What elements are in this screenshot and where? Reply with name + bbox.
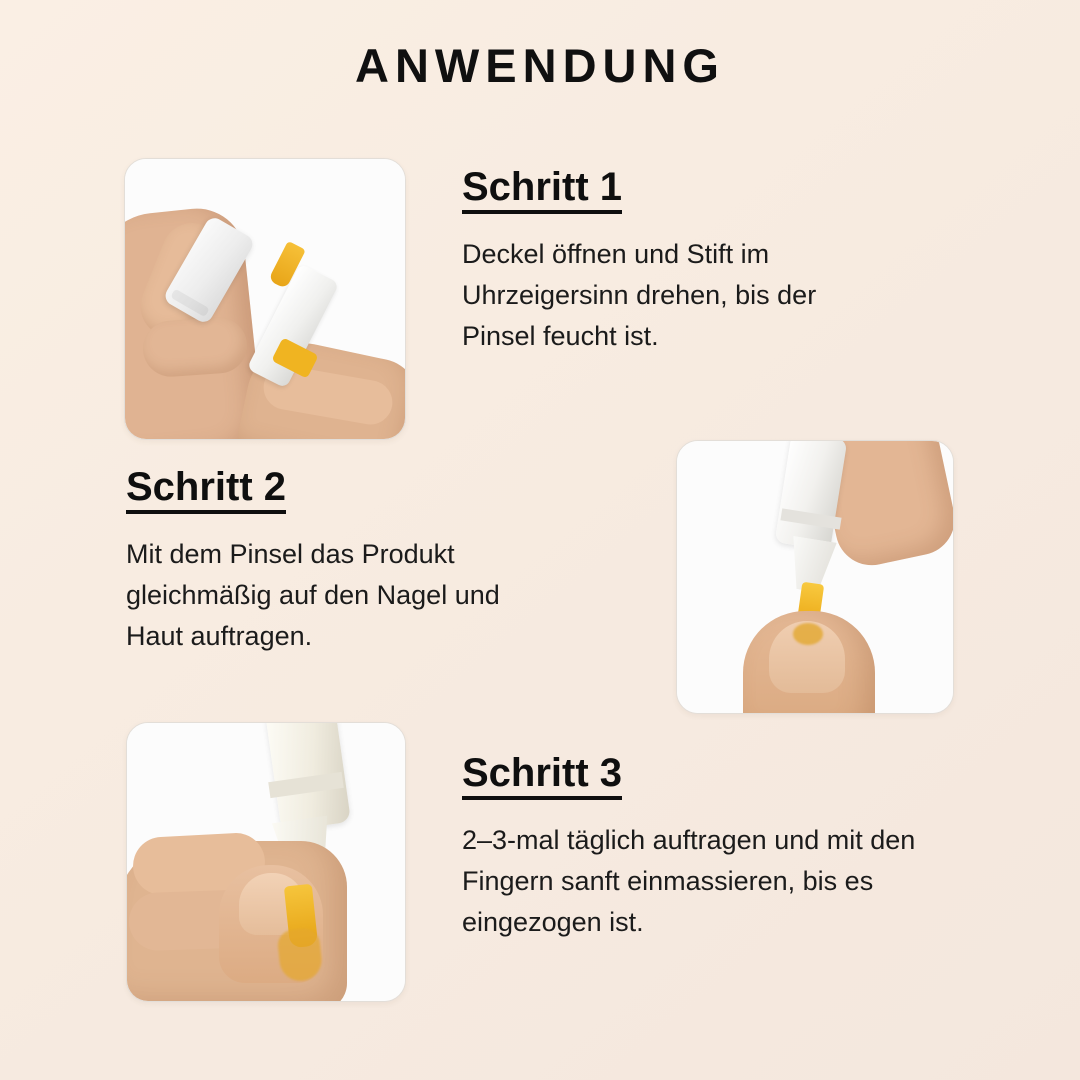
step-3-heading: Schritt 3 — [462, 752, 622, 800]
finger-shape — [141, 315, 249, 378]
step-2-image — [676, 440, 954, 714]
step-1-body: Deckel öffnen und Stift im Uhrzeigersinn drehen, bis der Pinsel feucht ist. — [462, 239, 817, 352]
step-1-illustration — [125, 159, 405, 439]
product-drop-shape — [793, 623, 823, 645]
step-1-image — [124, 158, 406, 440]
step-1-heading: Schritt 1 — [462, 166, 622, 214]
step-2-illustration — [677, 441, 953, 713]
step-2-text — [126, 466, 556, 657]
step-2-body: Mit dem Pinsel das Produkt gleichmäßig auf den Nagel und Haut auftragen. — [126, 539, 500, 652]
step-2-heading: Schritt 2 — [126, 466, 286, 514]
page-title: ANWENDUNG — [355, 39, 725, 92]
step-3-image — [126, 722, 406, 1002]
step-3-illustration — [127, 723, 405, 1001]
step-3-text — [462, 752, 1002, 943]
step-1-text — [462, 166, 882, 357]
step-3-body: 2–3-mal täglich auftragen und mit den Fingern sanft einmassieren, bis es eingezogen ist. — [462, 825, 916, 938]
